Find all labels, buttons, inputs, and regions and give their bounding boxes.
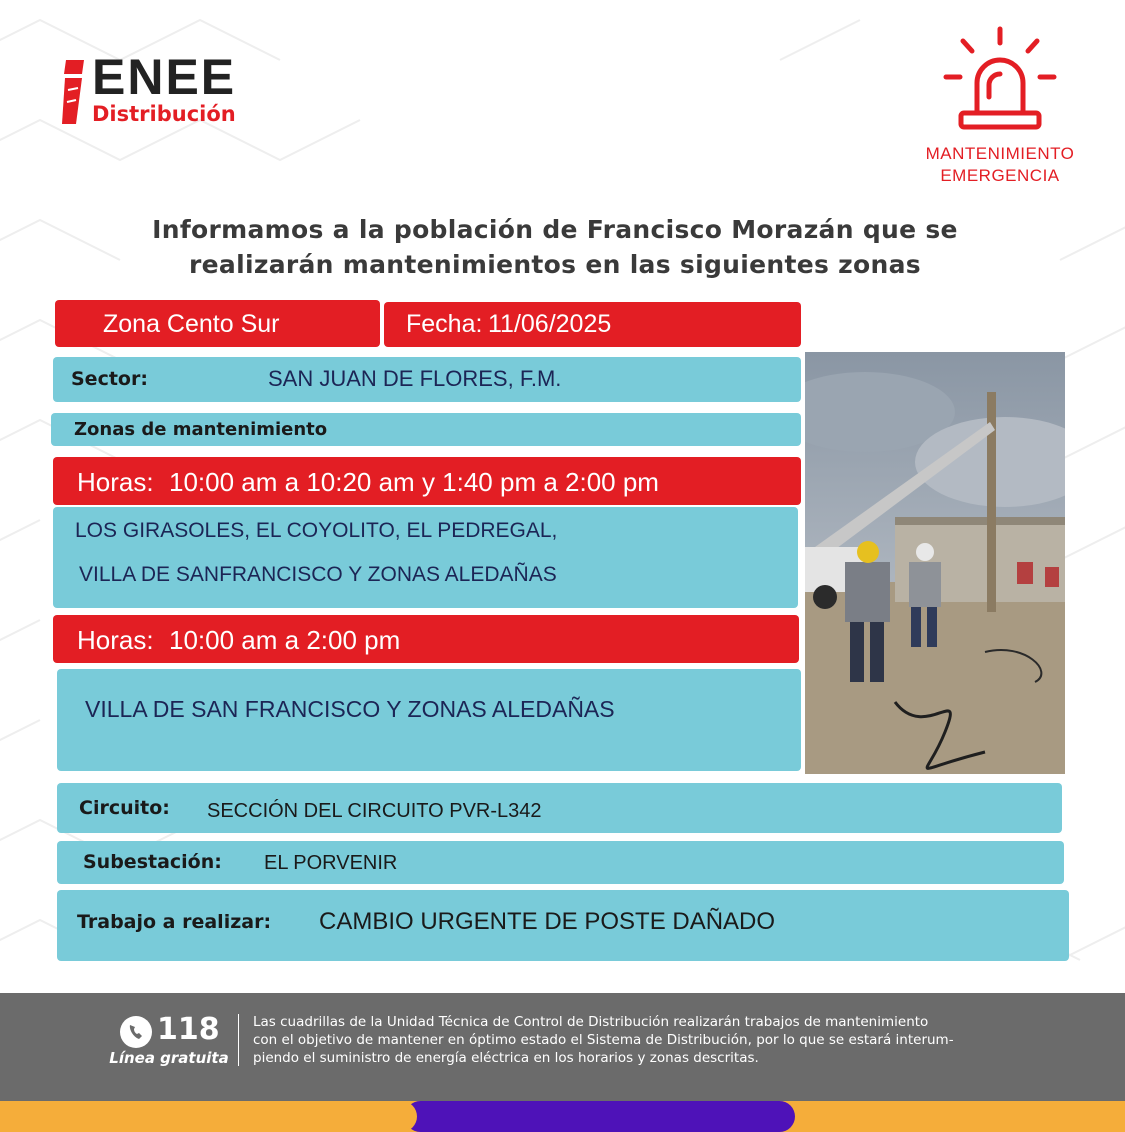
schedule-2-hours: 10:00 am a 2:00 pm [169,625,401,655]
work-label: Trabajo a realizar: [77,911,272,933]
substation-row [57,841,1064,884]
schedule-1-hours: 10:00 am a 10:20 am y 1:40 pm a 2:00 pm [169,467,659,497]
hotline-number: 118 [157,1012,220,1047]
emergency-badge [900,25,1100,190]
logo-mark-icon [62,60,88,124]
schedule-2-hours-label: Horas: [77,625,154,655]
alert-line-2: EMERGENCIA [940,166,1060,185]
footer-notice [253,1013,1053,1067]
notice-line-3: piendo el suministro de energía eléctrica en los horarios y zonas descritas. [253,1050,759,1066]
page-heading [40,212,1070,282]
date-box [384,302,801,347]
sector-row [53,357,801,402]
sector-value: SAN JUAN DE FLORES, F.M. [268,366,562,391]
bottom-bar-purple [405,1101,795,1132]
circuit-row [57,783,1062,833]
date-value: 11/06/2025 [488,310,612,338]
schedule-1-areas-box [53,507,798,608]
schedule-2-area-1: VILLA DE SAN FRANCISCO Y ZONAS ALEDAÑAS [85,696,615,722]
heading-line-2: realizarán mantenimientos en las siguientes zonas [189,250,921,279]
notice-line-2: con el objetivo de mantener en óptimo estado el Sistema de Distribución, por lo que se estará interum- [253,1032,954,1048]
schedule-1-area-1: LOS GIRASOLES, EL COYOLITO, EL PEDREGAL, [75,519,558,542]
circuit-label: Circuito: [79,797,170,819]
logo-subtitle: Distribución [92,102,236,126]
schedule-1-hours-label: Horas: [77,467,154,497]
zone-name: Zona Cento Sur [103,310,280,338]
schedule-1-area-2: VILLA DE SANFRANCISCO Y ZONAS ALEDAÑAS [79,563,557,586]
work-row [57,890,1069,961]
circuit-value: SECCIÓN DEL CIRCUITO PVR-L342 [207,800,542,822]
substation-label: Subestación: [83,851,222,873]
schedule-2-hours-row [53,615,799,663]
notice-line-1: Las cuadrillas de la Unidad Técnica de Control de Distribución realizarán trabajos de mantenimiento [253,1014,929,1030]
zones-title-row [51,413,801,446]
footer [0,993,1125,1101]
work-value: CAMBIO URGENTE DE POSTE DAÑADO [319,908,776,935]
schedule-2-areas-box [57,669,801,771]
logo-brand: ENEE [92,49,237,105]
siren-icon [941,25,1059,135]
schedule-1-hours-row [53,457,801,505]
footer-divider [238,1014,239,1066]
alert-line-1: MANTENIMIENTO [925,144,1075,163]
hotline-label: Línea gratuita [109,1049,229,1067]
zone-box [55,300,380,347]
sector-label: Sector: [71,368,148,390]
zones-title: Zonas de mantenimiento [74,419,328,440]
date-label: Fecha: [406,310,483,338]
work-crew-photo [805,352,1065,774]
substation-value: EL PORVENIR [264,852,398,874]
enee-logo [62,49,292,128]
heading-line-1: Informamos a la población de Francisco Morazán que se [152,215,958,244]
phone-icon [120,1016,152,1048]
